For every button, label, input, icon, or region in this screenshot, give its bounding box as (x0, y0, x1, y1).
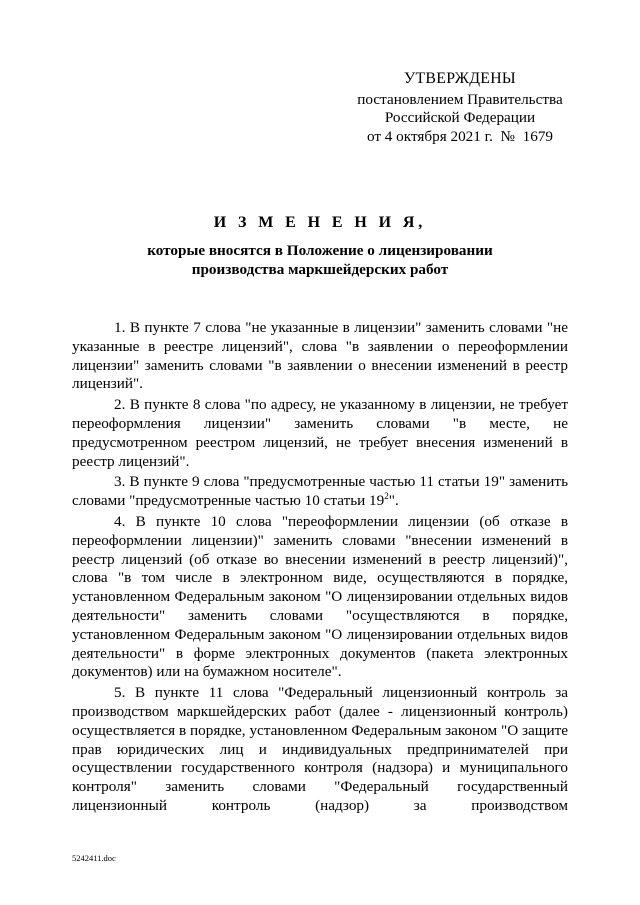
document-subtitle-line-2: производства маркшейдерских работ (191, 260, 449, 278)
footer-filename: 5242411.doc (72, 853, 116, 863)
paragraph-1: 1. В пункте 7 слова "не указанные в лицензии" заменить словами "не указанные в реестре лицензий", слова "в заявлении о переоформлении лицензии" заменить словами "в заявлении о внесении изменений в реестр лицензий". (72, 319, 568, 393)
approval-stamp (330, 70, 590, 146)
paragraph-3-superscript: 2 (384, 491, 389, 502)
approval-line-2: Российской Федерации (384, 109, 536, 126)
approval-line-3: от 4 октября 2021 г. № 1679 (366, 127, 554, 145)
document-body (72, 319, 568, 818)
document-subtitle-line-1: которые вносятся в Положение о лицензировании (147, 242, 493, 259)
document-heading (72, 214, 568, 279)
paragraph-4: 4. В пункте 10 слова "переоформлении лицензии (об отказе в переоформлении лицензии)" заменить словами "внесении изменений в реестр лицензий (об отказе во внесении изменений в реестр лицензий)", слова "в том числе в электронном виде, осуществляются в порядке, установленном Федеральным законом "О лицензировании отдельных видов деятельности" заменить словами "осуществляются в порядке, установленном Федеральным законом "О лицензировании отдельных видов деятельности" в форме электронных документов (пакета электронных документов) или на бумажном носителе". (72, 512, 568, 681)
paragraph-2: 2. В пункте 8 слова "по адресу, не указанному в лицензии, не требует переоформления лицензии" заменить словами "в месте, не предусмотренном реестром лицензий, не требует внесения изменений в реестр лицензий". (72, 396, 568, 470)
approval-line-1: постановлением Правительства (357, 90, 563, 108)
paragraph-3-text: 3. В пункте 9 слова "предусмотренные частью 11 статьи 19" заменить словами "предусмотренные частью 10 статьи 19 (72, 473, 568, 510)
paragraph-3-end: ". (388, 492, 399, 510)
paragraph-5: 5. В пункте 11 слова "Федеральный лицензионный контроль за производством маркшейдерских работ (далее - лицензионный контроль) осуществляется в порядке, установленном Федеральным законом "О защите прав юридических лиц и индивидуальных предпринимателей при осуществлении государственного контроля (надзора) и муниципального контроля" заменить словами "Федеральный государственный лицензионный контроль (надзор) за производством (72, 684, 568, 814)
document-title: И З М Е Н Е Н И Я, (213, 214, 427, 231)
paragraph-3 (72, 473, 568, 511)
approval-title: УТВЕРЖДЕНЫ (403, 70, 516, 87)
